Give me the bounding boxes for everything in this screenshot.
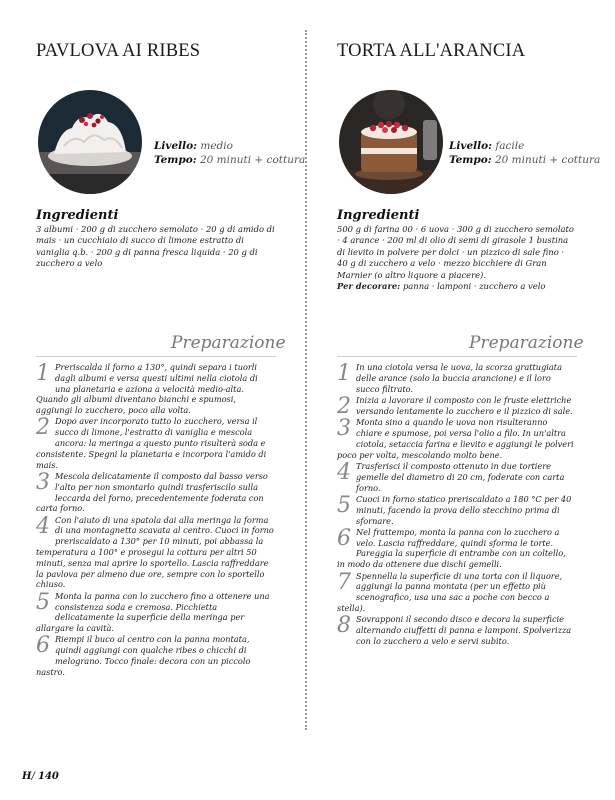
step-number: 3 — [36, 469, 50, 495]
recipe-title: TORTA ALL'ARANCIA — [337, 41, 526, 61]
step-number: 1 — [337, 361, 351, 386]
time-label: Tempo: — [154, 153, 197, 166]
steps-list — [36, 362, 274, 678]
step — [36, 515, 274, 591]
step — [36, 362, 274, 416]
step-number: 4 — [36, 513, 50, 539]
step-number: 1 — [36, 361, 50, 386]
decor-label: Per decorare: — [337, 281, 401, 292]
folio-number: 140 — [38, 771, 59, 782]
step-text: Spennella la superficie di una torta con il liquore, aggiungi la panna montata (per un effetto più scenografico, usa una sac a poche con becco a stella). — [337, 570, 563, 613]
ingredients-list — [337, 224, 577, 292]
step-number: 5 — [337, 492, 351, 518]
recipe-meta — [154, 140, 305, 167]
step — [36, 634, 274, 677]
ingredients-text: 3 albumi · 200 g di zucchero semolato · 20 g di amido di mais · un cucchiaio di succo di limone estratto di vaniglia q.b. · 200 g di panna fresca liquida · 20 g di zucchero a velo — [36, 224, 275, 269]
step — [337, 614, 575, 646]
step — [36, 591, 274, 634]
level-value: facile — [495, 140, 525, 152]
ingredients-list — [36, 224, 276, 270]
recipe-photo-torta — [339, 90, 443, 194]
step-text: Con l'aiuto di una spatola dai alla meringa la forma di una montagnetta scavata al centro. Cuoci in forno preriscaldato a 130° per 10 minuti, poi abbassa la temperatura a 100° e prosegui la cottura per altri 50 minuti, senza mai aprire lo sportello. Lascia raffreddare la pavlova per almeno due ore, sempre con lo sportello chiuso. — [36, 514, 274, 590]
step-number: 6 — [36, 633, 50, 659]
step — [337, 417, 575, 460]
step-text: Riempi il buco al centro con la panna montata, quindi aggiungi con qualche ribes o chicchi di melograno. Tocco finale: decora con un piccolo nastro. — [36, 634, 251, 677]
steps-list — [337, 362, 575, 647]
step-text: Sovrapponi il secondo disco e decora la superficie alternando ciuffetti di panna e lamponi. Spolverizza con lo zucchero a velo e servi subito. — [356, 614, 572, 646]
time-label: Tempo: — [449, 153, 492, 166]
step-text: Cuoci in forno statico preriscaldato a 180 °C per 40 minuti, facendo la prova dello stecchino prima di sfornare. — [356, 493, 572, 526]
step — [36, 471, 274, 514]
ingredients-heading: Ingredienti — [36, 208, 119, 223]
column-divider — [305, 30, 307, 730]
step-text: Inizia a lavorare il composto con le fruste elettriche versando lentamente lo zucchero e il pizzico di sale. — [356, 394, 573, 416]
ingredients-heading: Ingredienti — [337, 208, 420, 223]
step-text: Preriscalda il forno a 130°, quindi separa i tuorli dagli albumi e versa questi ultimi nella ciotola di una planetaria e aziona a velocità medio-alta. Quando gli albumi diventano bianchi e spumosi, aggiungi lo zucchero, poco alla volta. — [36, 362, 258, 416]
recipe-photo-pavlova — [38, 90, 142, 194]
section-rule — [337, 356, 577, 357]
step-text: Trasferisci il composto ottenuto in due tortiere gemelle del diametro di 20 cm, foderate con carta forno. — [356, 461, 565, 493]
step-number: 6 — [337, 525, 351, 551]
step-text: In una ciotola versa le uova, la scorza grattugiata delle arance (solo la buccia arancione) e il loro succo filtrato. — [356, 362, 562, 394]
step — [337, 494, 575, 526]
step-number: 8 — [337, 613, 351, 639]
step-text: Dopo aver incorporato tutto lo zucchero, versa il succo di limone, l'estratto di vaniglia e mescola ancora: la meringa a questo punto risulterà soda e consistente. Spegni la planetaria e incorpora l'amido di mais. — [36, 416, 267, 470]
preparation-heading: Preparazione — [171, 333, 286, 353]
preparation-heading: Preparazione — [469, 333, 584, 353]
page-number: H/ 140 — [22, 771, 59, 782]
step-text: Mescola delicatamente il composto dal basso verso l'alto per non smontarlo quindi trasferiscilo sulla leccarda del forno, precedentemente foderata con carta forno. — [36, 470, 268, 514]
level-value: medio — [200, 140, 233, 152]
step-text: Nel frattempo, monta la panna con lo zucchero a velo. Lascia raffreddare, quindi sforma le torte. Pareggia la superficie di entrambe con un coltello, in modo da ottenere due dischi gemelli. — [337, 526, 566, 570]
time-value: 20 minuti + cottura — [494, 153, 601, 166]
step-number: 2 — [36, 415, 50, 441]
step-number: 5 — [36, 589, 50, 615]
time-value: 20 minuti + cottura — [199, 153, 306, 166]
recipe-title: PAVLOVA AI RIBES — [36, 41, 201, 61]
step-number: 7 — [337, 569, 351, 595]
step-text: Monta la panna con lo zucchero fino a ottenere una consistenza soda e cremosa. Picchietta delicatamente la superficie della meringa per allargare la cavità. — [36, 590, 270, 634]
ingredients-text: 500 g di farina 00 · 6 uova · 300 g di zucchero semolato · 4 arance · 200 ml di olio di semi di girasole 1 bustina di lievito in polvere per dolci · un pizzico di sale fino · 40 g di zucchero a velo · mezzo bicchiere di Gran Marnier (o altro liquore a piacere). — [337, 224, 574, 280]
recipe-meta — [449, 140, 600, 167]
folio-prefix: H — [22, 771, 32, 782]
step — [337, 395, 575, 417]
step-number: 4 — [337, 460, 351, 486]
step-number: 3 — [337, 416, 351, 442]
step — [36, 416, 274, 470]
step — [337, 362, 575, 394]
step — [337, 461, 575, 493]
section-rule — [36, 356, 276, 357]
step-number: 2 — [337, 393, 351, 419]
level-label: Livello: — [154, 140, 198, 152]
step-text: Monta sino a quando le uova non risulteranno chiare e spumose, poi versa l'olio a filo. In un'altra ciotola, setaccia farina e lievito e aggiungi le polveri poco per volta, mescolando molto bene. — [337, 417, 574, 460]
step — [337, 527, 575, 570]
level-label: Livello: — [449, 140, 493, 152]
step — [337, 571, 575, 614]
decor-text: panna · lamponi · zucchero a velo — [400, 281, 546, 292]
